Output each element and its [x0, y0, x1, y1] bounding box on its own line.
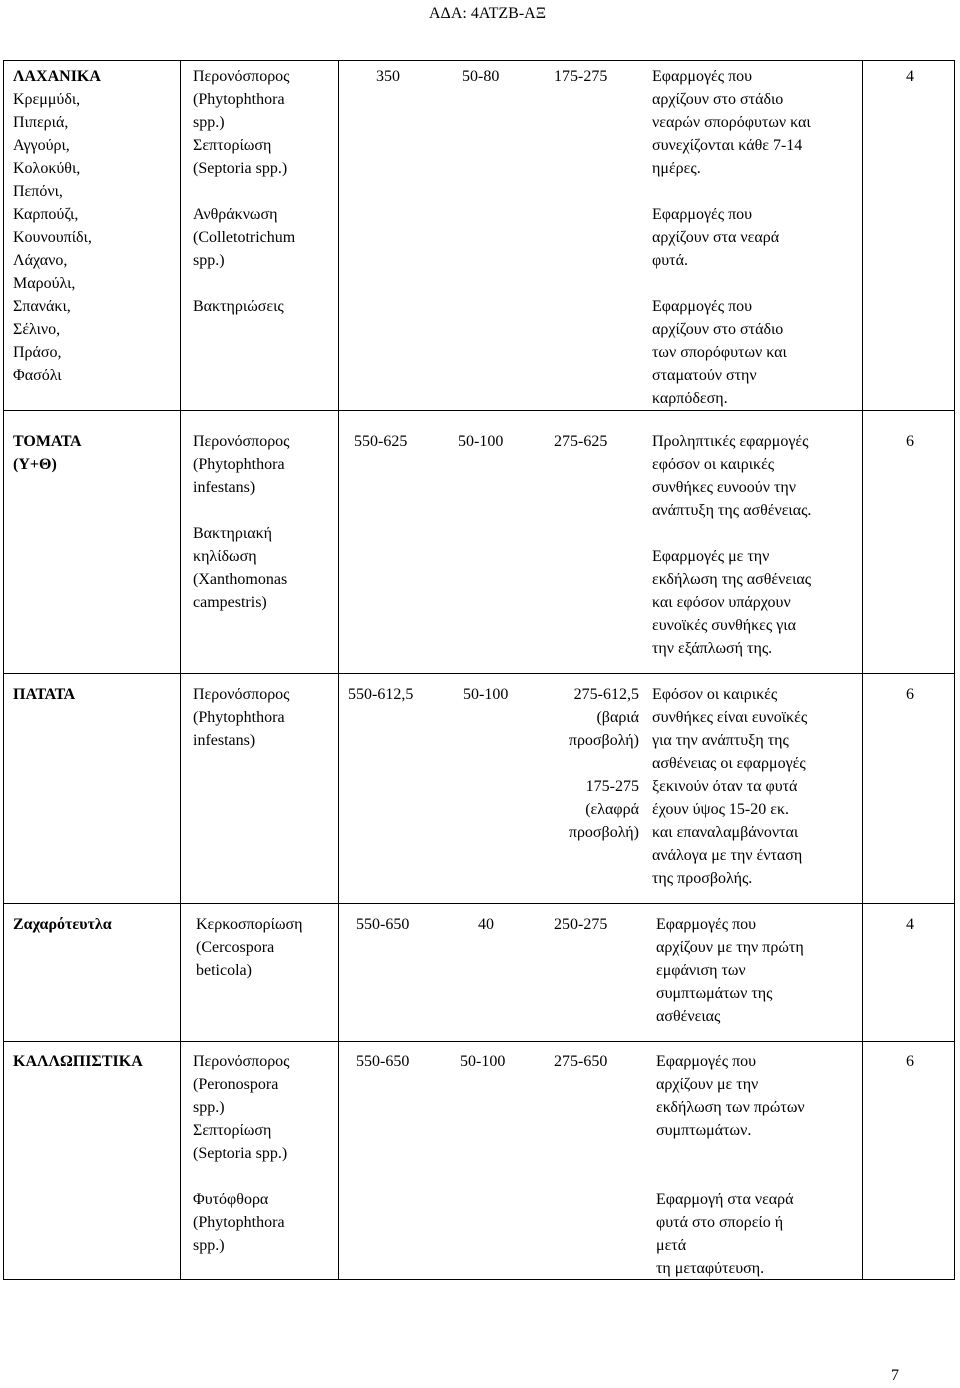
crop-line: Πράσο,: [13, 344, 62, 361]
disease-cell: [193, 683, 338, 752]
disease-scientific: (Phytophthora: [193, 1214, 285, 1231]
max-applications: 4: [906, 68, 914, 85]
crop-cell: [13, 683, 178, 706]
crop-cell: [13, 430, 178, 476]
note-line: Εφαρμογή στα νεαρά: [656, 1191, 794, 1208]
notes-cell: [652, 430, 860, 660]
note-line: τη μεταφύτευση.: [656, 1260, 765, 1277]
disease-name: Φυτόφθορα: [193, 1191, 269, 1208]
dose-value: 550-612,5: [348, 686, 414, 703]
disease-cell: [196, 913, 341, 982]
water-value: 40: [478, 916, 494, 933]
crop-title: ΛΑΧΑΝΙΚΑ: [13, 68, 101, 85]
crop-line: Λάχανο,: [13, 252, 68, 269]
note-line: την εξάπλωσή της.: [652, 640, 773, 657]
water-value: 50-80: [462, 68, 500, 85]
crop-line: Κρεμμύδι,: [13, 91, 81, 108]
note-line: Εφαρμογές με την: [652, 548, 770, 565]
disease-name: Περονόσπορος: [193, 686, 290, 703]
note-line: ξεκινούν όταν τα φυτά: [652, 778, 798, 795]
disease-scientific: beticola): [196, 962, 252, 979]
water-value: 50-100: [460, 1053, 506, 1070]
max-applications: 4: [906, 916, 914, 933]
disease-name: Περονόσπορος: [193, 1053, 290, 1070]
note-line: ημέρες.: [652, 160, 701, 177]
disease-scientific: (Phytophthora: [193, 709, 285, 726]
rate-line: προσβολή): [568, 732, 639, 749]
note-line: αρχίζουν στα νεαρά: [652, 229, 780, 246]
rate-line: (βαριά: [596, 709, 639, 726]
disease-scientific: spp.): [193, 114, 225, 131]
crop-line: Σέλινο,: [13, 321, 61, 338]
crop-line: Καρπούζι,: [13, 206, 79, 223]
crop-title: ΠΑΤΑΤΑ: [13, 686, 76, 703]
row-divider: [4, 410, 954, 411]
disease-name: Βακτηριακή: [193, 525, 273, 542]
row-divider: [4, 1041, 954, 1042]
note-line: νεαρών σπορόφυτων και: [652, 114, 811, 131]
notes-cell: [652, 683, 860, 890]
note-line: Εφαρμογές που: [652, 68, 753, 85]
note-line: Εφαρμογές που: [652, 206, 753, 223]
crop-line: Κουνουπίδι,: [13, 229, 92, 246]
note-line: Προληπτικές εφαρμογές: [652, 433, 809, 450]
dose-value: 350: [376, 68, 400, 85]
note-line: ασθένειας: [656, 1008, 721, 1025]
rate-line: προσβολή): [568, 824, 639, 841]
dose-value: 550-625: [354, 433, 408, 450]
rate-value: 175-275: [554, 68, 608, 85]
crop-cell: [13, 1050, 183, 1073]
crop-line: Φασόλι: [13, 367, 62, 384]
disease-scientific: spp.): [193, 1099, 225, 1116]
disease-scientific: (Peronospora: [193, 1076, 279, 1093]
note-line: μετά: [656, 1237, 687, 1254]
disease-scientific: infestans): [193, 479, 256, 496]
disease-name: Περονόσπορος: [193, 68, 290, 85]
note-line: συνεχίζονται κάθε 7-14: [652, 137, 803, 154]
disease-name: Σεπτορίωση: [193, 137, 272, 154]
note-line: καρπόδεση.: [652, 390, 728, 407]
crop-cell: [13, 65, 178, 387]
note-line: εκδήλωση της ασθένειας: [652, 571, 812, 588]
note-line: ανάλογα με την ένταση: [652, 847, 803, 864]
disease-scientific: (Phytophthora: [193, 456, 285, 473]
note-line: εφόσον οι καιρικές: [652, 456, 775, 473]
disease-name: Βακτηριώσεις: [193, 298, 284, 315]
note-line: και επαναλαμβάνονται: [652, 824, 799, 841]
max-applications: 6: [906, 1053, 914, 1070]
max-applications: 6: [906, 433, 914, 450]
note-line: Εφαρμογές που: [652, 298, 753, 315]
dose-value: 550-650: [356, 1053, 410, 1070]
dose-value: 550-650: [356, 916, 410, 933]
disease-cell: [193, 430, 338, 614]
disease-name: Περονόσπορος: [193, 433, 290, 450]
water-value: 50-100: [463, 686, 509, 703]
notes-cell: [652, 65, 860, 410]
note-line: συνθήκες είναι ευνοϊκές: [652, 709, 808, 726]
note-line: Εφαρμογές που: [656, 1053, 757, 1070]
rate-line: (ελαφρά: [585, 801, 639, 818]
note-line: για την ανάπτυξη της: [652, 732, 789, 749]
note-line: αρχίζουν στο στάδιο: [652, 321, 784, 338]
crop-line: Πεπόνι,: [13, 183, 63, 200]
disease-scientific: infestans): [193, 732, 256, 749]
max-applications: 6: [906, 686, 914, 703]
rate-value: 275-625: [554, 433, 608, 450]
disease-scientific: (Cercospora: [196, 939, 275, 956]
row-divider: [4, 903, 954, 904]
note-line: της προσβολής.: [652, 870, 753, 887]
crop-line: Πιπεριά,: [13, 114, 69, 131]
column-divider: [180, 61, 181, 1279]
document-header-ref: ΑΔΑ: 4ΑΤΖΒ-ΑΞ: [428, 5, 546, 22]
crop-title: ΤΟΜΑΤΑ: [13, 433, 82, 450]
note-line: εμφάνιση των: [656, 962, 746, 979]
disease-name: Κερκοσπορίωση: [196, 916, 303, 933]
disease-name: κηλίδωση: [193, 548, 257, 565]
note-line: ασθένειας οι εφαρμογές: [652, 755, 806, 772]
crop-line: Σπανάκι,: [13, 298, 71, 315]
note-line: εκδήλωση των πρώτων: [656, 1099, 805, 1116]
note-line: ανάπτυξη της ασθένειας.: [652, 502, 812, 519]
water-value: 50-100: [458, 433, 504, 450]
rate-value: [539, 683, 639, 844]
disease-cell: [193, 1050, 338, 1257]
disease-cell: [193, 65, 338, 318]
column-divider: [862, 61, 863, 1279]
crop-line: Αγγούρι,: [13, 137, 70, 154]
note-line: ευνοϊκές συνθήκες για: [652, 617, 796, 634]
crop-title: Ζαχαρότευτλα: [13, 916, 112, 933]
note-line: Εφαρμογές που: [656, 916, 757, 933]
page-number: 7: [891, 1367, 899, 1384]
note-line: συμπτωμάτων.: [656, 1122, 752, 1139]
disease-scientific: (Septoria spp.): [193, 1145, 288, 1162]
column-divider: [338, 61, 339, 1279]
note-line: αρχίζουν με την: [656, 1076, 759, 1093]
disease-name: Σεπτορίωση: [193, 1122, 272, 1139]
note-line: φυτά στο σπορείο ή: [656, 1214, 784, 1231]
rate-value: 275-650: [554, 1053, 608, 1070]
note-line: συνθήκες ευνοούν την: [652, 479, 796, 496]
note-line: συμπτωμάτων της: [656, 985, 773, 1002]
rate-line: 275-612,5: [573, 686, 639, 703]
rate-value: 250-275: [554, 916, 608, 933]
note-line: αρχίζουν με την πρώτη: [656, 939, 804, 956]
note-line: Εφόσον οι καιρικές: [652, 686, 778, 703]
crop-line: Μαρούλι,: [13, 275, 76, 292]
disease-name: Ανθράκνωση: [193, 206, 278, 223]
disease-scientific: (Xanthomonas: [193, 571, 288, 588]
crop-subtitle: (Υ+Θ): [13, 456, 57, 473]
notes-cell: [656, 1050, 862, 1280]
note-line: σταματούν στην: [652, 367, 757, 384]
note-line: των σπορόφυτων και: [652, 344, 787, 361]
disease-scientific: (Phytophthora: [193, 91, 285, 108]
disease-scientific: spp.): [193, 1237, 225, 1254]
disease-scientific: (Septoria spp.): [193, 160, 288, 177]
disease-scientific: campestris): [193, 594, 267, 611]
crop-cell: [13, 913, 178, 936]
note-line: και εφόσον υπάρχουν: [652, 594, 791, 611]
disease-scientific: (Colletotrichum: [193, 229, 296, 246]
dosage-table: [3, 60, 955, 1280]
disease-scientific: spp.): [193, 252, 225, 269]
rate-line: 175-275: [585, 778, 639, 795]
crop-title: ΚΑΛΛΩΠΙΣΤΙΚΑ: [13, 1053, 143, 1070]
note-line: αρχίζουν στο στάδιο: [652, 91, 784, 108]
note-line: φυτά.: [652, 252, 688, 269]
row-divider: [4, 673, 954, 674]
crop-line: Κολοκύθι,: [13, 160, 81, 177]
note-line: έχουν ύψος 15-20 εκ.: [652, 801, 790, 818]
notes-cell: [656, 913, 862, 1028]
